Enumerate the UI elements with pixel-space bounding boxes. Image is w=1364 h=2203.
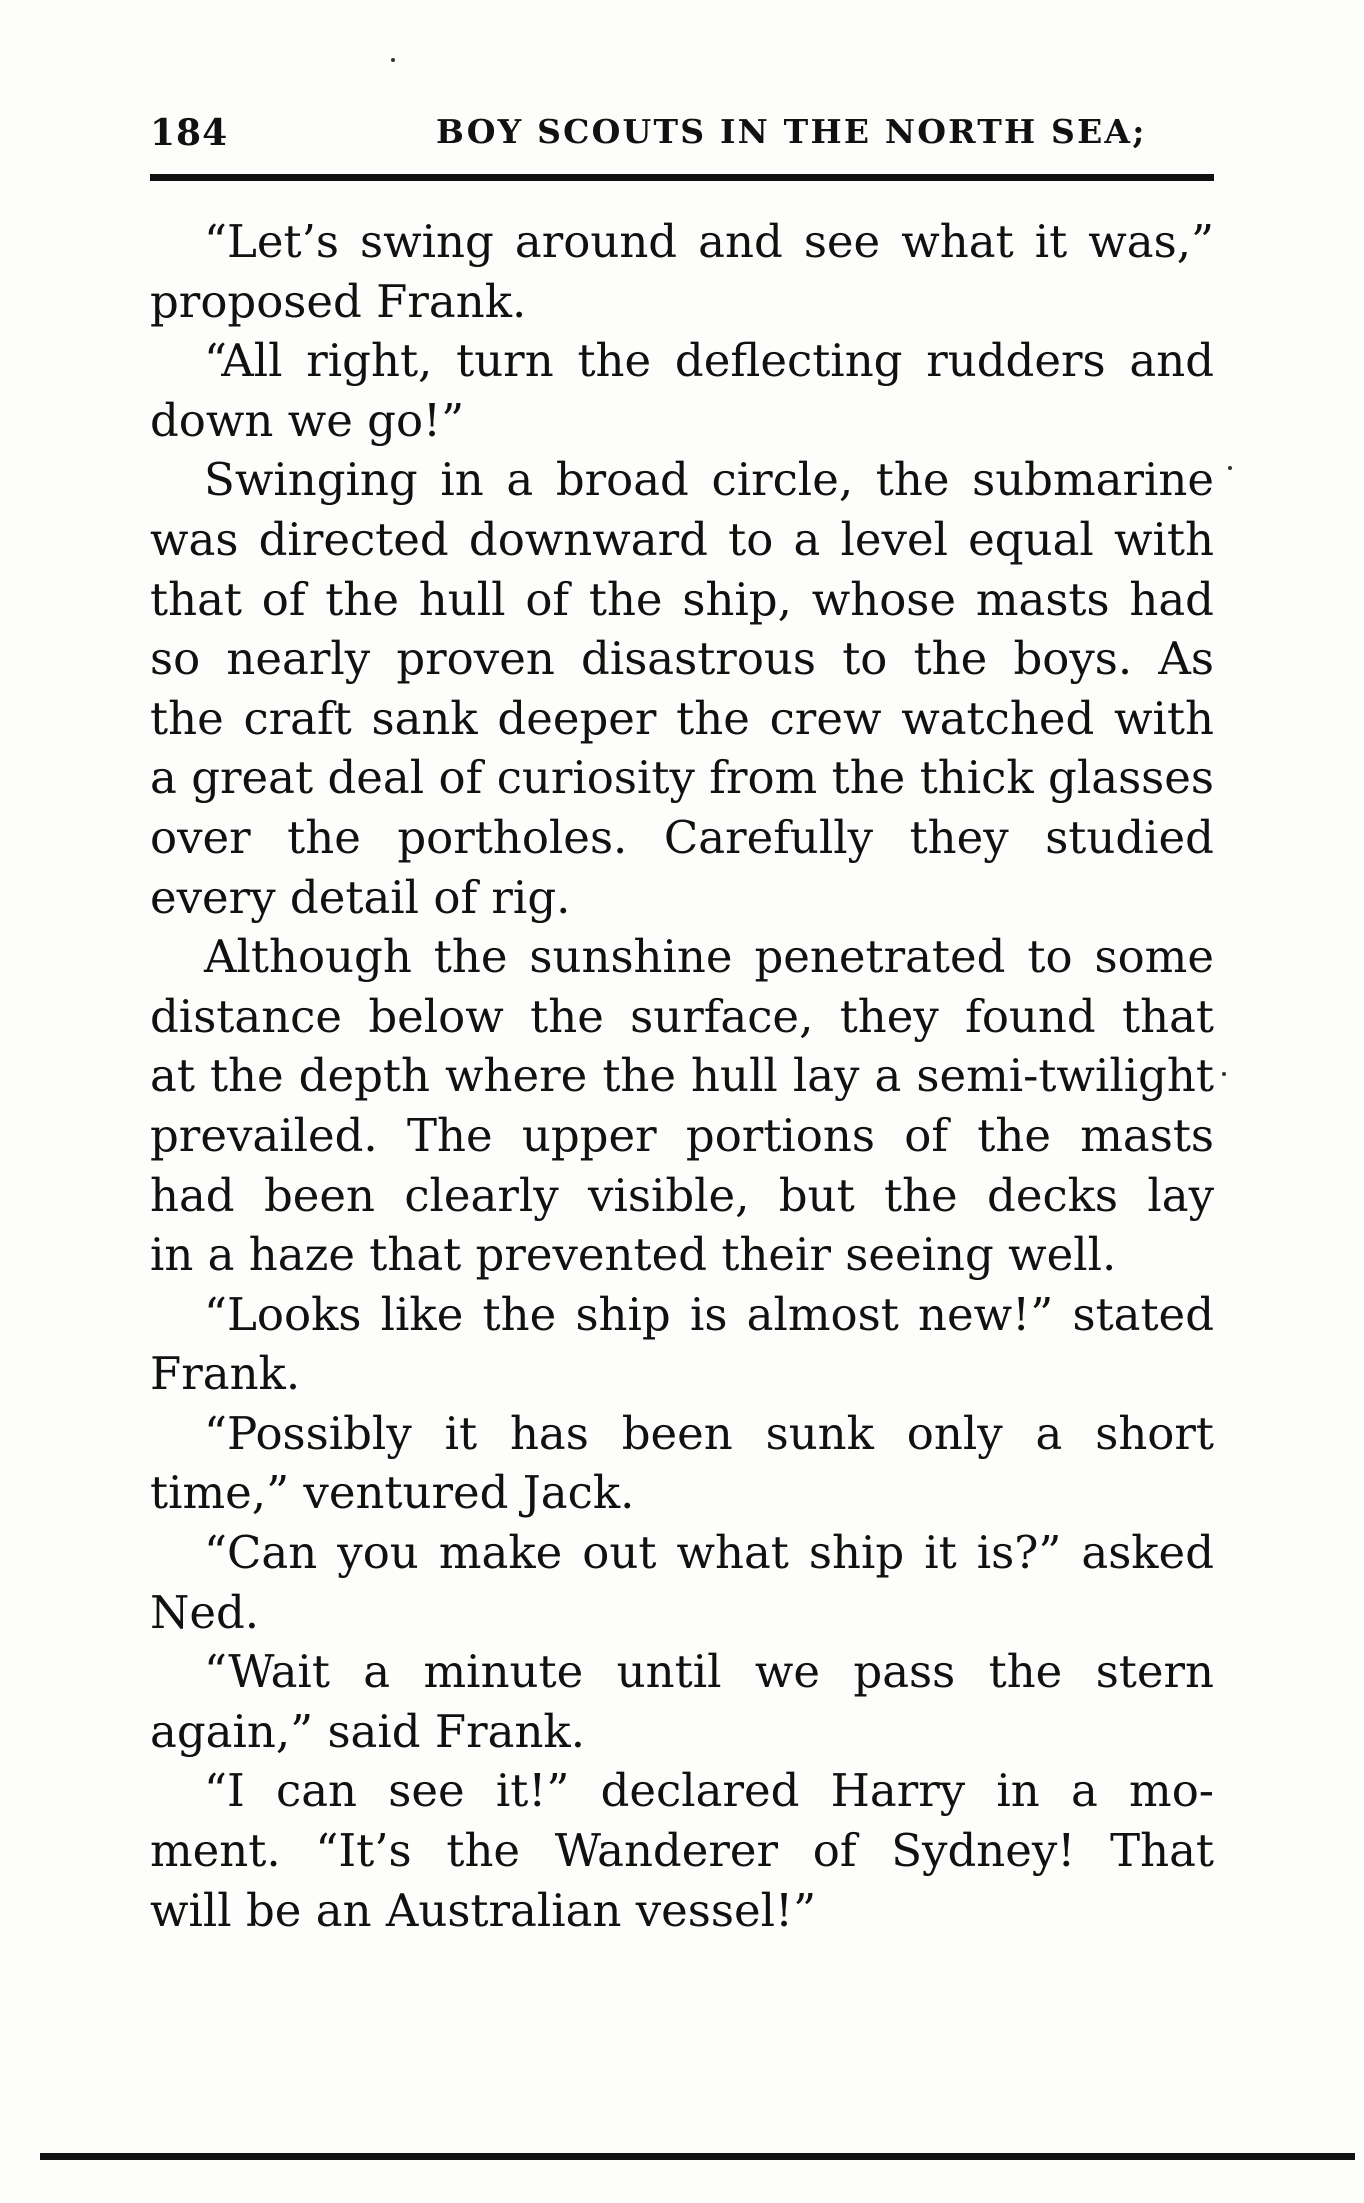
header-rule [150,174,1214,181]
paragraph [150,1642,1214,1761]
text-line: the craft sank deeper the crew watched with [150,691,1214,745]
text-line: every detail of rig. [150,870,571,924]
page-number: 184 [150,112,229,154]
text-line: was directed downward to a level equal with [150,512,1214,566]
paragraph [150,1285,1214,1404]
text-line: over the portholes. Carefully they studied [150,810,1214,864]
text-line: proposed Frank. [150,274,527,328]
paragraph [150,927,1214,1285]
text-line: ment. “It’s the Wanderer of Sydney! That [150,1824,1214,1878]
text-line: again,” said Frank. [150,1704,585,1758]
running-head [150,112,1214,172]
text-line: “Wait a minute until we pass the stern [204,1645,1214,1699]
text-line: “All right, turn the deflecting rudders and [204,334,1214,388]
text-line: “Looks like the ship is almost new!” stated [204,1287,1214,1341]
body-text [150,212,1214,1940]
print-speck [1222,1072,1226,1076]
paragraph [150,1761,1214,1940]
text-line: that of the hull of the ship, whose masts had [150,572,1214,626]
print-speck [391,58,395,62]
text-line: at the depth where the hull lay a semi-twilight [150,1049,1214,1103]
text-line: in a haze that prevented their seeing well. [150,1228,1117,1282]
paragraph [150,331,1214,450]
text-line: so nearly proven disastrous to the boys. As [150,632,1214,686]
paragraph [150,1523,1214,1642]
paragraph [150,212,1214,331]
text-line: had been clearly visible, but the decks lay [150,1168,1214,1222]
text-line: prevailed. The upper portions of the masts [150,1108,1214,1162]
text-line: a great deal of curiosity from the thick glasses [150,751,1214,805]
text-line: Ned. [150,1585,260,1639]
text-line: “Possibly it has been sunk only a short [204,1406,1214,1460]
text-line: Although the sunshine penetrated to some [204,930,1214,984]
running-title: BOY SCOUTS IN THE NORTH SEA; [436,112,1147,151]
print-speck [1228,466,1232,470]
text-line: “Can you make out what ship it is?” asked [204,1526,1214,1580]
text-line: down we go!” [150,393,465,447]
text-line: Swinging in a broad circle, the submarine [204,453,1214,507]
footer-rule [40,2153,1355,2160]
text-line: will be an Australian vessel!” [150,1883,817,1937]
paragraph [150,450,1214,927]
paragraph [150,1404,1214,1523]
text-line: distance below the surface, they found that [150,989,1214,1043]
text-line: time,” ventured Jack. [150,1466,635,1520]
text-line: Frank. [150,1347,301,1401]
text-line: “I can see it!” declared Harry in a mo- [204,1764,1214,1818]
text-line: “Let’s swing around and see what it was,” [204,215,1214,268]
